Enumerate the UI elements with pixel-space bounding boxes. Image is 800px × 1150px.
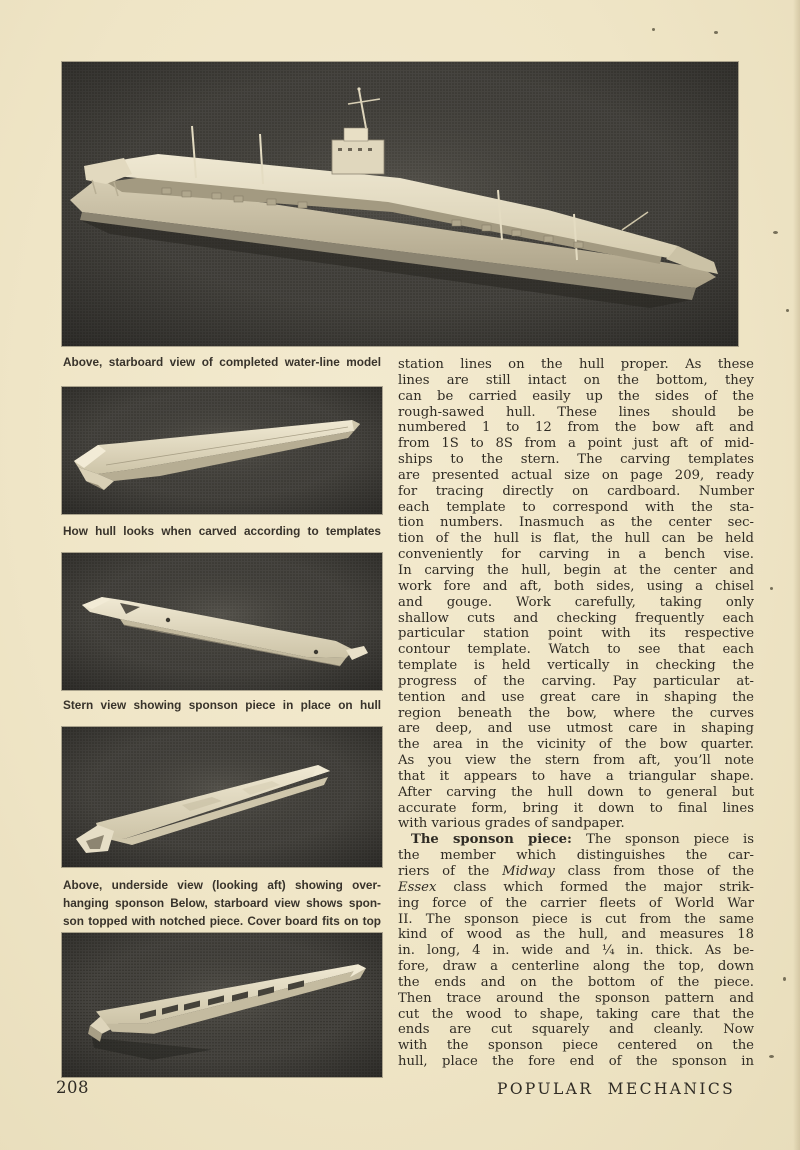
article-line: the area in the vicinity of the bow quarter. <box>398 737 754 753</box>
article-line: can be carried easily up the sides of the <box>398 388 754 404</box>
sponson-hull-illustration <box>62 553 382 690</box>
photo-underside-view <box>62 727 382 867</box>
article-line: for tracing directly on cardboard. Number <box>398 483 754 499</box>
article-line: that it appears to have a triangular shape. <box>398 768 754 784</box>
article-line: station lines on the hull proper. As these <box>398 357 754 372</box>
article-line: kind of wood as the hull, and measures 18 <box>398 927 754 943</box>
article-line: the ends and on the bottom of the piece. <box>398 974 754 990</box>
article-line: tion of the hull is flat, the hull can be held <box>398 531 754 547</box>
photo-notched-piece <box>62 933 382 1077</box>
article-line: the member which distinguishes the car- <box>398 848 754 864</box>
notched-hull-illustration <box>62 933 382 1077</box>
page-number: 208 <box>56 1078 89 1097</box>
article-line: II. The sponson piece is cut from the same <box>398 911 754 927</box>
article-line: in. long, 4 in. wide and ¼ in. thick. As be- <box>398 943 754 959</box>
article-line: each template to correspond with the sta- <box>398 499 754 515</box>
caption-line: hanging sponson Below, starboard view shows spon- <box>63 896 381 910</box>
article-line: In carving the hull, begin at the center and <box>398 562 754 578</box>
article-line: lines are still intact on the bottom, they <box>398 372 754 388</box>
article-line: Then trace around the sponson pattern and <box>398 990 754 1006</box>
page-edge-shadow <box>793 0 800 1150</box>
article-line: ends are cut squarely and cleanly. Now <box>398 1022 754 1038</box>
article-line: region beneath the bow, where the curves <box>398 705 754 721</box>
article-line: work fore and aft, both sides, using a chisel <box>398 578 754 594</box>
paper-speck <box>652 28 655 31</box>
article-text-column <box>398 357 754 1070</box>
article-line: cut the wood to shape, taking care that the <box>398 1006 754 1022</box>
article-line: template is held vertically in checking the <box>398 658 754 674</box>
article-line: riers of the Midway class from those of the <box>398 864 754 879</box>
article-line: tention and use great care in shaping the <box>398 689 754 705</box>
article-line: tion numbers. Inasmuch as the center sec- <box>398 515 754 531</box>
article-line: and gouge. Work carefully, taking only <box>398 594 754 610</box>
paper-speck <box>770 587 773 590</box>
caption-completed-model: Above, starboard view of completed water-line model <box>63 355 381 369</box>
article-line: numbered 1 to 12 from the bow aft and <box>398 420 754 436</box>
paper-speck <box>714 31 718 34</box>
article-line: accurate form, bring it down to final lines <box>398 800 754 816</box>
article-line: ing force of the carrier fleets of World War <box>398 895 754 911</box>
article-line: are presented actual size on page 209, ready <box>398 467 754 483</box>
photo-completed-model <box>62 62 738 346</box>
carrier-model-illustration <box>62 62 738 346</box>
article-line: As you view the stern from aft, you’ll note <box>398 753 754 769</box>
article-line: hull, place the fore end of the sponson in <box>398 1054 754 1070</box>
photo-carved-hull <box>62 387 382 514</box>
magazine-title: POPULAR MECHANICS <box>497 1080 736 1098</box>
underside-hull-illustration <box>62 727 382 867</box>
article-line: The sponson piece: The sponson piece is <box>411 832 754 848</box>
article-line: ships to the stern. The carving templates <box>398 452 754 468</box>
article-line: conveniently for carving in a bench vise. <box>398 547 754 563</box>
article-line: particular station point with its respective <box>398 626 754 642</box>
article-line: Essex class which formed the major strik- <box>398 879 754 895</box>
article-line: contour template. Watch to see that each <box>398 642 754 658</box>
article-line: from 1S to 8S from a point just aft of mid- <box>398 436 754 452</box>
paper-speck <box>769 1055 774 1058</box>
article-line: with the sponson piece centered on the <box>398 1038 754 1054</box>
caption-carved-hull: How hull looks when carved according to templates <box>63 524 381 538</box>
paper-speck <box>783 977 786 981</box>
article-line: shallow cuts and checking frequently each <box>398 610 754 626</box>
caption-line: Above, underside view (looking aft) showing over- <box>63 878 381 892</box>
paper-speck <box>773 231 778 234</box>
caption-underside-sponson <box>63 876 381 930</box>
caption-stern-view: Stern view showing sponson piece in place on hull <box>63 698 381 712</box>
article-line: After carving the hull down to general but <box>398 784 754 800</box>
article-line: progress of the carving. Pay particular at- <box>398 673 754 689</box>
caption-line: son topped with notched piece. Cover board fits on top <box>63 914 381 928</box>
article-line: rough-sawed hull. These lines should be <box>398 404 754 420</box>
article-line: are deep, and use utmost care in shaping <box>398 721 754 737</box>
article-line: fore, draw a centerline along the top, down <box>398 959 754 975</box>
paper-speck <box>786 309 789 312</box>
article-line: with various grades of sandpaper. <box>398 816 625 832</box>
photo-sponson-on-hull <box>62 553 382 690</box>
carved-hull-illustration <box>62 387 382 514</box>
